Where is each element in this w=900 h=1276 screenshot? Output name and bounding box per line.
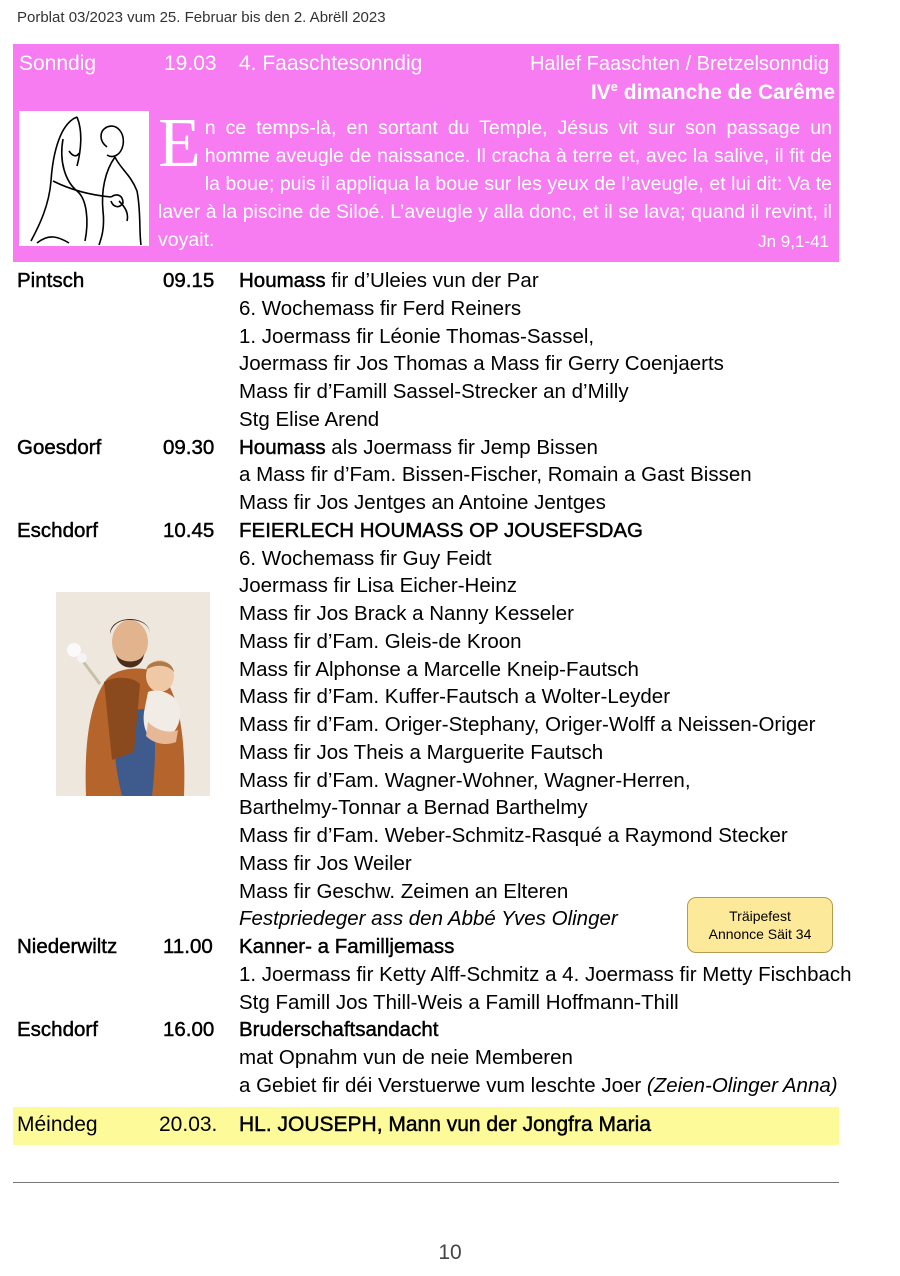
- intention-text: Mass fir d’Fam. Weber-Schmitz-Rasqué a Raymond Stecker: [239, 824, 788, 847]
- schedule-row: [0, 517, 900, 545]
- saint-joseph-photo: [56, 592, 210, 796]
- banner-date: 19.03: [164, 52, 217, 75]
- drop-cap: E: [158, 105, 201, 182]
- mass-type: Houmass: [239, 269, 326, 292]
- intention-text: Mass fir d’Fam. Origer-Stephany, Origer-Wolff a Neissen-Origer: [239, 713, 816, 736]
- church-name: Pintsch: [17, 269, 85, 292]
- schedule-row: [0, 350, 900, 378]
- intention-text: Mass fir Geschw. Zeimen an Elteren: [239, 879, 569, 903]
- mass-type: Bruderschaftsandacht: [239, 1018, 439, 1042]
- mass-intention: [239, 628, 522, 656]
- intention-text: Mass fir Jos Brack a Nanny Kesseler: [239, 602, 574, 625]
- mass-intention: [239, 739, 603, 767]
- schedule-row: [0, 489, 900, 517]
- mass-time: 11.00: [163, 935, 213, 958]
- intention-text: 1. Joermass fir Léonie Thomas-Sassel,: [239, 324, 595, 348]
- intention-text: Joermass fir Lisa Eicher-Heinz: [239, 574, 517, 598]
- intention-text: Mass fir Jos Weiler: [239, 851, 412, 875]
- banner-title: 4. Faaschtesonndig: [239, 52, 423, 75]
- schedule-row: [0, 794, 900, 822]
- mass-intention: [239, 378, 629, 406]
- mass-title: [239, 267, 539, 295]
- schedule-row: [0, 961, 900, 989]
- mass-title: [239, 434, 598, 462]
- schedule-row: [0, 406, 900, 434]
- mass-time: 16.00: [163, 1018, 215, 1042]
- monday-day: Méindeg: [17, 1113, 98, 1136]
- schedule-row: [0, 323, 900, 351]
- monday-title: HL. JOUSEPH, Mann vun der Jongfra Maria: [239, 1113, 652, 1136]
- mass-title: [239, 1016, 438, 1044]
- intention-text: Mass fir d’Fam. Wagner-Wohner, Wagner-Herren,: [239, 768, 691, 792]
- intention-text: Mass fir Jos Theis a Marguerite Fautsch: [239, 740, 604, 764]
- schedule-row: [0, 850, 900, 878]
- monday-date: 20.03.: [159, 1113, 218, 1136]
- intention-text: a Gebiet fir déi Verstuerwe vum leschte Joer: [239, 1073, 647, 1097]
- gospel-reference: Jn 9,1-41: [758, 232, 829, 251]
- mass-time: 09.30: [163, 435, 215, 459]
- mass-intention: [239, 1072, 838, 1100]
- intention-text: Joermass fir Jos Thomas a Mass fir Gerry Coenjaerts: [239, 352, 724, 376]
- mass-intention: als Joermass fir Jemp Bissen: [325, 435, 598, 459]
- mass-intention: [239, 989, 679, 1017]
- schedule-row: [0, 295, 900, 323]
- schedule-row: [0, 989, 900, 1017]
- banner-day: Sonndig: [19, 52, 97, 75]
- mass-intention: [239, 767, 691, 795]
- mass-intention: [239, 850, 412, 878]
- church-name: Niederwiltz: [17, 935, 118, 958]
- mass-type: FEIERLECH HOUMASS OP JOUSEFSDAG: [239, 518, 644, 542]
- intention-text: a Mass fir d’Fam. Bissen-Fischer, Romain a Gast Bissen: [239, 463, 752, 487]
- schedule-row: [0, 378, 900, 406]
- church-name: Eschdorf: [17, 1018, 98, 1042]
- intention-text: Stg Elise Arend: [239, 407, 380, 431]
- mass-intention: [239, 794, 588, 822]
- schedule-row: [0, 1044, 900, 1072]
- mass-time: 10.45: [163, 518, 215, 542]
- intention-text: Mass fir d’Fam. Gleis-de Kroon: [239, 629, 522, 653]
- mass-type: Houmass: [239, 435, 326, 459]
- schedule-row: [0, 1072, 900, 1100]
- mass-intention: [239, 461, 752, 489]
- page-number: 10: [438, 1241, 462, 1264]
- mass-intention: [239, 600, 574, 628]
- mass-intention: [239, 1044, 573, 1072]
- mass-intention: [239, 905, 618, 933]
- page-header: Porblat 03/2023 vum 25. Februar bis den 2. Abrëll 2023: [17, 9, 386, 26]
- sunday-banner: [13, 44, 839, 262]
- mass-intention: [239, 323, 594, 351]
- mass-title: [239, 517, 643, 545]
- mass-intention: [239, 822, 788, 850]
- traipefest-badge: Träipefest Annonce Säit 34: [687, 897, 833, 953]
- mass-intention: [239, 878, 568, 906]
- mass-intention: [239, 711, 815, 739]
- mass-intention: [239, 295, 521, 323]
- mass-intention: [239, 683, 670, 711]
- intention-text: mat Opnahm vun de neie Memberen: [239, 1046, 573, 1069]
- mass-intention: [239, 961, 852, 989]
- intention-text: Mass fir Jos Jentges an Antoine Jentges: [239, 491, 606, 514]
- schedule-row: [0, 461, 900, 489]
- intention-text: 1. Joermass fir Ketty Alff-Schmitz a 4. Joermass fir Metty Fischbach: [239, 962, 852, 986]
- mass-title: [239, 933, 454, 961]
- church-name: Goesdorf: [17, 435, 102, 459]
- mass-intention: [239, 545, 492, 573]
- mass-time: 09.15: [163, 269, 215, 292]
- church-name: Eschdorf: [17, 518, 98, 542]
- intention-text: Mass fir d’Famill Sassel-Strecker an d’Milly: [239, 380, 629, 403]
- divider: [13, 1182, 839, 1183]
- intention-note: (Zeien-Olinger Anna): [646, 1073, 838, 1097]
- mass-intention: [239, 656, 639, 684]
- mass-intention: fir d’Uleies vun der Par: [325, 269, 539, 292]
- intention-text: 6. Wochemass fir Ferd Reiners: [239, 296, 522, 320]
- banner-subtitle: Hallef Faaschten / Bretzelsonndig: [529, 53, 829, 75]
- intention-text: 6. Wochemass fir Guy Feidt: [239, 546, 492, 570]
- mass-intention: [239, 406, 379, 434]
- mass-intention: [239, 489, 606, 517]
- schedule-row: [0, 822, 900, 850]
- schedule-row: [0, 267, 900, 295]
- mass-type: Kanner- a Familljemass: [239, 935, 455, 958]
- intention-text: Mass fir Alphonse a Marcelle Kneip-Fautsch: [239, 657, 639, 681]
- banner-french-title: IVe dimanche de Carême: [590, 79, 835, 104]
- intention-text: Barthelmy-Tonnar a Bernad Barthelmy: [239, 796, 588, 820]
- mass-intention: [239, 572, 517, 600]
- jesus-healing-drawing: [19, 111, 149, 246]
- intention-text: Mass fir d’Fam. Kuffer-Fautsch a Wolter-Leyder: [239, 685, 671, 709]
- schedule-row: [0, 1016, 900, 1044]
- schedule-row: [0, 545, 900, 573]
- mass-intention: [239, 350, 724, 378]
- preacher-note: Festpriedeger ass den Abbé Yves Olinger: [239, 907, 618, 931]
- gospel-text: En ce temps-là, en sortant du Temple, Jésus vit sur son passage un homme aveugle de naissance. Il cracha à terre et, avec la salive, il fit de la boue; puis il appliqua la boue sur les yeux de l’aveugle, et lui dit: Va te laver à la piscine de Siloé. L’aveugle y alla donc, et il se lava; quand il revint, il voyait.: [158, 105, 832, 251]
- schedule-row: [0, 434, 900, 462]
- intention-text: Stg Famill Jos Thill-Weis a Famill Hoffmann-Thill: [239, 990, 679, 1014]
- monday-highlight: [13, 1107, 839, 1145]
